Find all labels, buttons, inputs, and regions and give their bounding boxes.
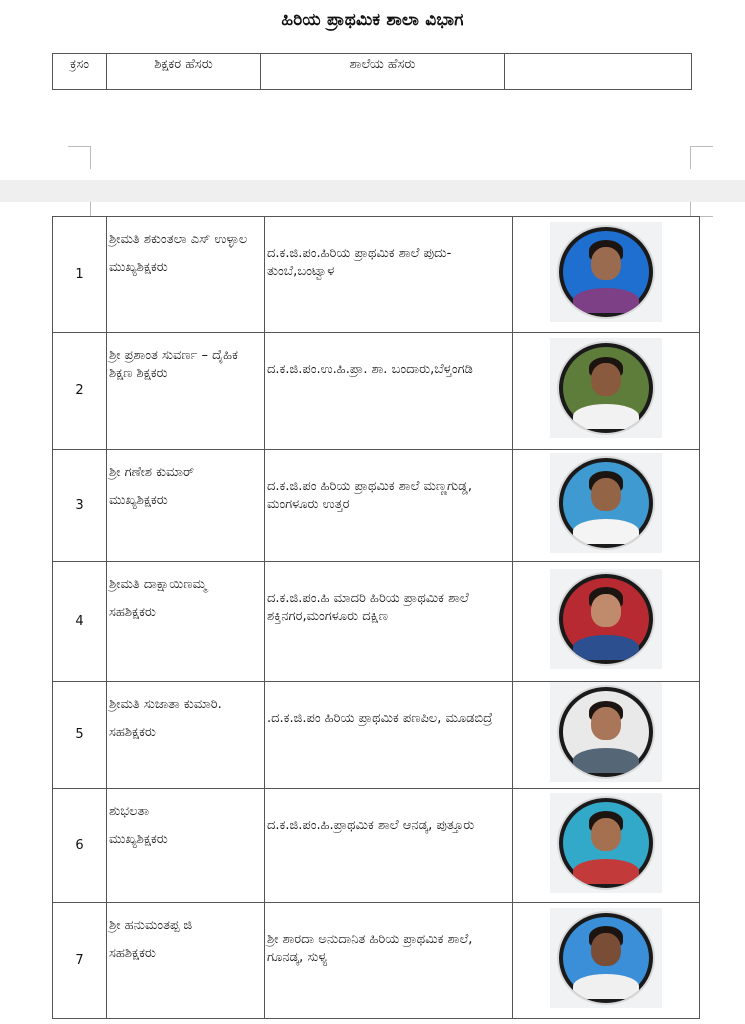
table-row [53,217,700,333]
portrait-background [563,917,649,999]
portrait-frame [557,456,655,550]
photo-cell [513,217,700,333]
teacher-role: ಮುಖ್ಯಶಿಕ್ಷಕರು [109,493,168,508]
portrait-torso [573,974,638,999]
teacher-photo [550,569,662,669]
page-title: ಹಿರಿಯ ಪ್ರಾಥಮಿಕ ಶಾಲಾ ವಿಭಾಗ [281,10,464,30]
teacher-cell [107,450,265,562]
portrait-background [563,578,649,660]
portrait-face [591,818,620,851]
table-row [53,789,700,903]
page-break-gap [0,180,745,202]
table-row [53,333,700,450]
serial-number: 3 [53,450,107,562]
portrait-face [591,707,620,740]
school-name: ಶ್ರೀ ಶಾರದಾ ಅನುದಾನಿತ ಹಿರಿಯ ಪ್ರಾಥಮಿಕ ಶಾಲೆ, ಗೂನಡ್ಕ, ಸುಳ್ಯ [265,903,513,1019]
page-corner-mark [68,202,91,217]
teacher-name: ಶ್ರೀಮತಿ ಸುಜಾತಾ ಕುಮಾರಿ. [109,697,222,712]
header-serial: ಕ್ರಸಂ [53,54,107,90]
table-row [53,903,700,1019]
portrait-face [591,933,620,966]
serial-number: 7 [53,903,107,1019]
portrait-face [591,363,620,396]
header-table [52,53,692,90]
serial-number: 5 [53,682,107,789]
portrait-frame [557,685,655,779]
teacher-photo [550,222,662,322]
page-corner-mark [690,202,713,217]
portrait-frame [557,341,655,435]
teacher-role: ಮುಖ್ಯಶಿಕ್ಷಕರು [109,260,168,275]
table-row [53,682,700,789]
portrait-torso [573,748,638,773]
photo-cell [513,682,700,789]
teacher-cell [107,217,265,333]
portrait-background [563,802,649,884]
teacher-photo [550,682,662,782]
portrait-frame [557,796,655,890]
header-teacher-name: ಶಿಕ್ಷಕರ ಹೆಸರು [107,54,261,90]
teacher-name: ಶ್ರೀ ಪ್ರಶಾಂತ ಸುವರ್ಣ – ದೈಹಿಕ ಶಿಕ್ಷಣ ಶಿಕ್ಷಕರು [109,348,238,381]
photo-cell [513,450,700,562]
school-name: ದ.ಕ.ಜಿ.ಪಂ ಹಿರಿಯ ಪ್ರಾಥಮಿಕ ಶಾಲೆ ಮಣ್ಣಗುಡ್ಡ, ಮಂಗಳೂರು ಉತ್ತರ [265,450,513,562]
teacher-name: ಶ್ರೀ ಗಣೇಶ ಕುಮಾರ್ [109,465,195,480]
portrait-background [563,691,649,773]
portrait-torso [573,859,638,884]
portrait-background [563,462,649,544]
serial-number: 4 [53,562,107,682]
serial-number: 6 [53,789,107,903]
school-name: ದ.ಕ.ಜಿ.ಪಂ.ಹಿ.ಪ್ರಾಥಮಿಕ ಶಾಲೆ ಆನಡ್ಕ, ಪುತ್ತೂರು [265,789,513,903]
teacher-name: ಶ್ರೀ ಹನುಮಂತಪ್ಪ ಜಿ [109,918,193,933]
teacher-name: ಶ್ರೀಮತಿ ದಾಕ್ಷಾಯಿಣಮ್ಮ [109,577,207,592]
photo-cell [513,562,700,682]
portrait-torso [573,519,638,544]
portrait-frame [557,911,655,1005]
portrait-torso [573,635,638,660]
teacher-cell [107,789,265,903]
portrait-frame [557,225,655,319]
portrait-face [591,478,620,511]
school-name: .ದ.ಕ.ಜಿ.ಪಂ ಹಿರಿಯ ಪ್ರಾಥಮಿಕ ಪಣಪಿಲ, ಮೂಡಬಿದ್ರೆ [265,682,513,789]
portrait-torso [573,288,638,313]
teacher-role: ಮುಖ್ಯಶಿಕ್ಷಕರು [109,832,168,847]
portrait-face [591,594,620,627]
photo-cell [513,789,700,903]
teacher-role: ಸಹಶಿಕ್ಷಕರು [109,725,156,740]
portrait-background [563,347,649,429]
portrait-background [563,231,649,313]
photo-cell [513,903,700,1019]
table-row [53,562,700,682]
school-name: ದ.ಕ.ಜಿ.ಪಂ.ಹಿ ಮಾದರಿ ಹಿರಿಯ ಪ್ರಾಥಮಿಕ ಶಾಲೆ ಶಕ್ತಿನಗರ,ಮಂಗಳೂರು ದಕ್ಷಿಣ [265,562,513,682]
teacher-cell [107,903,265,1019]
teacher-photo [550,908,662,1008]
school-name: ದ.ಕ.ಜಿ.ಪಂ.ಉ.ಹಿ.ಪ್ರಾ. ಶಾ. ಬಂದಾರು,ಬೆಳ್ತಂಗಡಿ [265,333,513,450]
portrait-face [591,247,620,280]
header-photo [505,54,692,90]
page-corner-mark [690,146,713,169]
teacher-name: ಶ್ರೀಮತಿ ಶಕುಂತಲಾ ಎಸ್ ಉಳ್ಳಾಲ [109,232,248,247]
teacher-role: ಸಹಶಿಕ್ಷಕರು [109,946,156,961]
teacher-name: ಶುಭಲತಾ [109,804,150,819]
serial-number: 1 [53,217,107,333]
teacher-role: ಸಹಶಿಕ್ಷಕರು [109,605,156,620]
teacher-photo [550,338,662,438]
page-corner-mark [68,146,91,169]
teacher-photo [550,453,662,553]
photo-cell [513,333,700,450]
table-row [53,450,700,562]
header-row [53,54,692,90]
teacher-cell [107,682,265,789]
serial-number: 2 [53,333,107,450]
school-name: ದ.ಕ.ಜಿ.ಪಂ.ಹಿರಿಯ ಪ್ರಾಥಮಿಕ ಶಾಲೆ ಪುದು-ತುಂಬೆ,ಬಂಟ್ವಾಳ [265,217,513,333]
teachers-table [52,216,700,1019]
teacher-photo [550,793,662,893]
teacher-cell [107,333,265,450]
teacher-cell [107,562,265,682]
header-school-name: ಶಾಲೆಯ ಹೆಸರು [261,54,505,90]
portrait-torso [573,404,638,429]
portrait-frame [557,572,655,666]
